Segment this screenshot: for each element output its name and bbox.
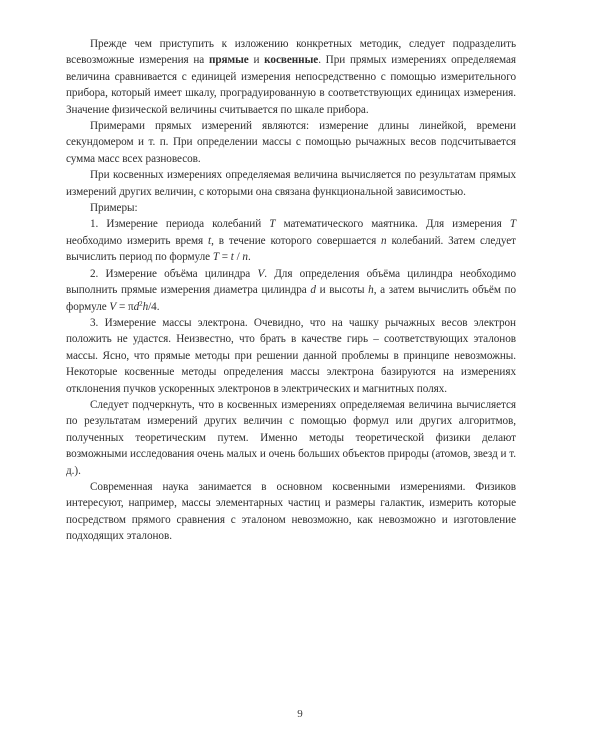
formatted-text: h: [368, 284, 374, 297]
paragraph: [66, 266, 516, 315]
text-run: Примерами прямых измерений являются: измерение длины линейкой, времени секундомером и т. п. При определении массы с помощью рычажных весов подсчитывается сумма масс всех разновесов.: [66, 120, 516, 165]
paragraph: [66, 315, 516, 397]
text-run: . При прямых измерениях определяемая величина сравнивается с единицей измерения непосредственно с помощью измерительного прибора, который имеет шкалу, проградуированную в соответствующих единицах измерения. Значение физической величины считывается по шкале прибора.: [66, 54, 516, 116]
text-run: =: [219, 251, 231, 264]
formatted-text: T: [509, 218, 516, 231]
text-run: При косвенных измерениях определяемая величина вычисляется по результатам прямых измерений других величин, с которыми она связана функциональной зависимостью.: [66, 169, 516, 198]
paragraph: [66, 36, 516, 118]
formatted-text: T: [212, 251, 219, 264]
text-run: /: [233, 251, 243, 264]
formatted-text: V: [109, 300, 117, 313]
text-run: , в течение которого совершается: [211, 234, 382, 247]
paragraph: [66, 216, 516, 265]
text-run: = π: [116, 300, 134, 313]
formatted-text: V: [257, 267, 265, 280]
formatted-text: косвенные: [264, 54, 319, 67]
text-run: Следует подчеркнуть, что в косвенных измерениях определяемая величина вычисляется по результатам измерений других величин с помощью формул или других алгоритмов, полученных теоретическим путем. Именно методы теоретической физики делают возможными исследования очень малых и очень больших объектов природы (атомов, звезд и т. д.).: [66, 398, 516, 477]
text-run: 3. Измерение массы электрона. Очевидно, что на чашку рычажных весов электрон положить не удастся. Неизвестно, что брать в качестве гирь – соответствующих эталонов массы. Ясно, что прямые методы при решении данной проблемы в принципе невозможны. Некоторые косвенные методы определения массы электрона базируются на измерениях отклонения пучков ускоренных электронов в электрических и магнитных полях.: [66, 316, 516, 395]
text-run: Современная наука занимается в основном косвенными измерениями. Физиков интересуют, например, массы элементарных частиц и размеры галактик, измерить которые посредством прямого сравнения с эталоном невозможно, как невозможно и изготовление подходящих эталонов.: [66, 480, 516, 543]
formatted-text: h: [142, 300, 149, 313]
paragraph: [66, 167, 516, 200]
page-number: 9: [297, 708, 303, 720]
text-run: 1. Измерение периода колебаний: [90, 218, 270, 231]
formatted-text: n: [242, 251, 248, 264]
formatted-text: T: [269, 218, 276, 231]
formatted-text: прямые: [208, 54, 249, 67]
paragraph: [66, 118, 516, 167]
formatted-text: n: [381, 234, 387, 247]
text-run: необходимо измерить время: [66, 234, 209, 247]
text-run: , а затем вычислить объём по формуле: [66, 284, 517, 313]
paragraph: [66, 200, 516, 216]
formatted-text: t: [230, 251, 234, 264]
paragraph: [66, 397, 516, 479]
text-run: .: [247, 251, 251, 264]
formatted-text: d: [310, 284, 316, 297]
formatted-text: t: [208, 234, 212, 247]
text-run: . Для определения объёма цилиндра необходимо выполнить прямые измерения диаметра цилиндра: [66, 267, 516, 297]
text-run: и: [248, 54, 265, 67]
formatted-text: 2: [139, 299, 143, 308]
page-text: [66, 36, 516, 545]
text-run: Примеры:: [90, 202, 138, 215]
text-run: математического маятника. Для измерения: [275, 218, 510, 231]
text-run: колебаний. Затем следует вычислить период по формуле: [66, 234, 516, 264]
text-run: и высоты: [315, 284, 369, 297]
text-run: /4.: [148, 300, 160, 313]
text-run: 2. Измерение объёма цилиндра: [90, 267, 258, 280]
paragraph: [66, 479, 516, 545]
text-run: Прежде чем приступить к изложению конкретных методик, следует подразделить всевозможные измерения на: [66, 38, 516, 67]
formatted-text: d: [133, 300, 140, 313]
